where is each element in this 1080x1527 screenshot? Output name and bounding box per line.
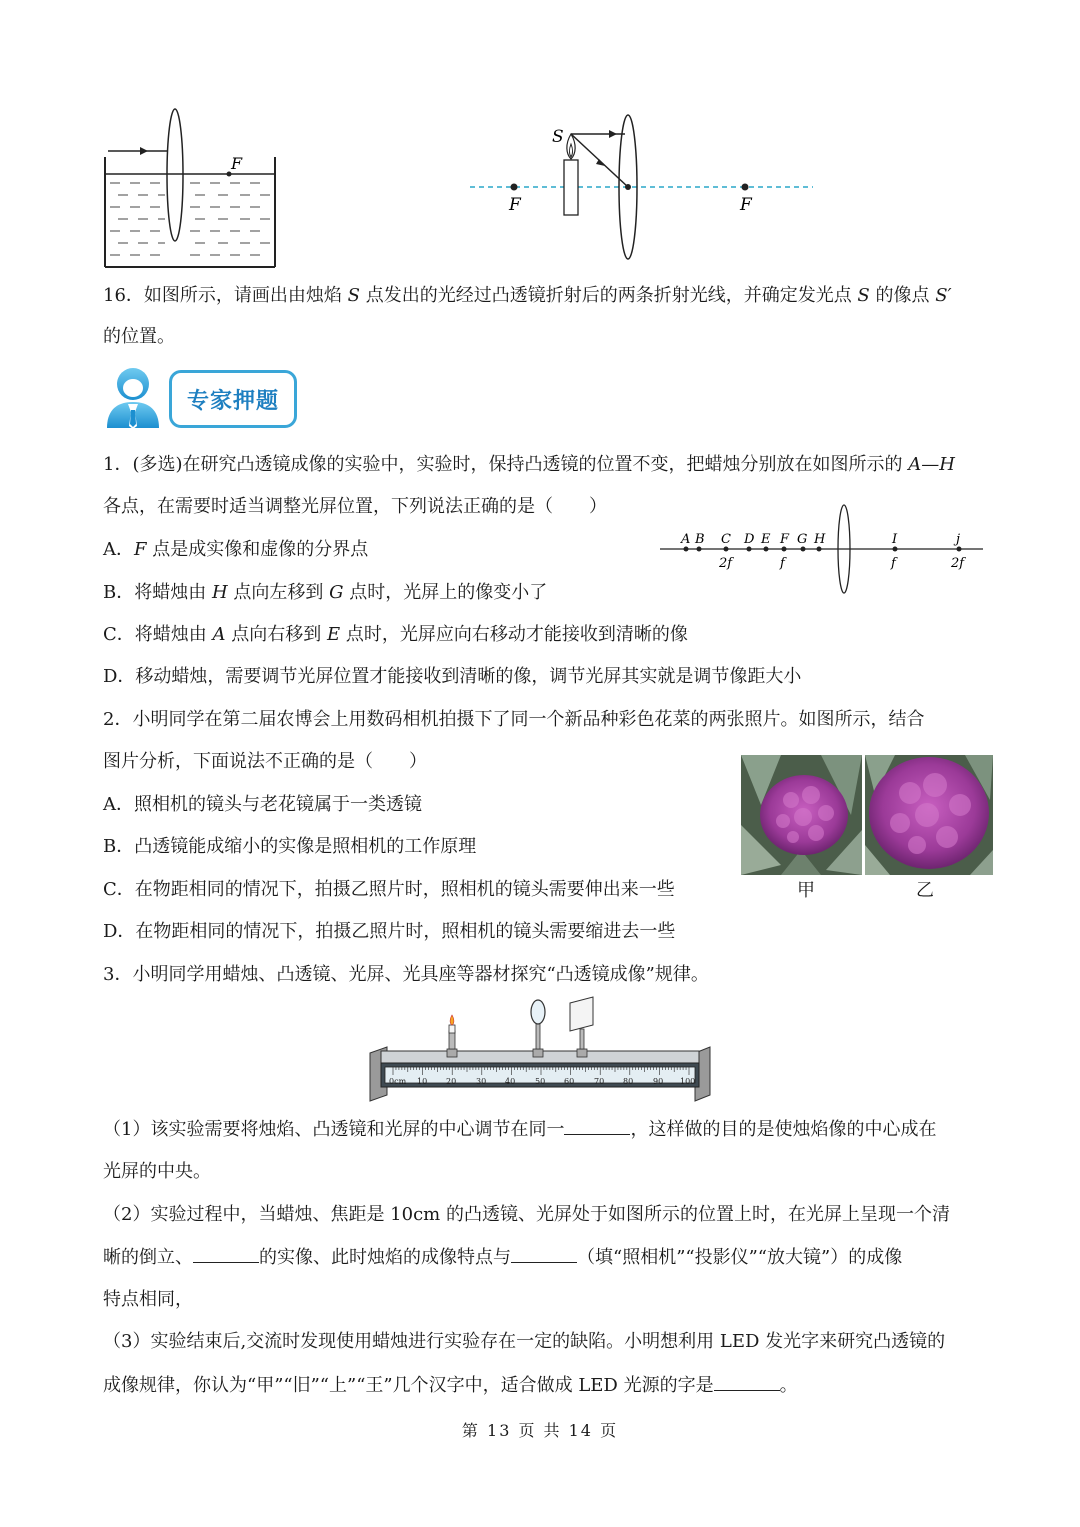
candle-lens-figure (465, 112, 820, 267)
p2-option-d: D．在物距相同的情况下，拍摄乙照片时，照相机的镜头需要缩进去一些 (103, 921, 676, 942)
q16-text: 的像点 (869, 285, 936, 306)
answer-blank[interactable] (564, 1116, 630, 1135)
p3-sub2-line2 (103, 1244, 902, 1271)
bench-tick-label: 60 (564, 1077, 575, 1086)
axis-point-label: F (780, 532, 790, 547)
q16-var: S (857, 285, 870, 306)
p1-var: E (326, 624, 341, 645)
p3-text: （填“照相机”“投影仪”“放大镜”）的成像 (577, 1247, 903, 1268)
answer-blank[interactable] (511, 1244, 577, 1263)
p1-option-d: D．移动蜡烛，需要调节光屏位置才能接收到清晰的像，调节光屏其实就是调节像距大小 (103, 666, 802, 687)
axis-point-label: A (681, 532, 691, 547)
axis-point-label: I (892, 532, 898, 547)
p1-var: H (211, 582, 228, 603)
p2-option-c: C．在物距相同的情况下，拍摄乙照片时，照相机的镜头需要伸出来一些 (103, 879, 675, 900)
p2-stem-line1: 2．小明同学在第二届农博会上用数码相机拍摄下了同一个新品种彩色花菜的两张照片。如图所示，结合 (103, 709, 925, 730)
p1-text: 点向右移到 (225, 624, 327, 645)
answer-blank[interactable] (714, 1372, 780, 1391)
bench-tick-label: 90 (653, 1077, 664, 1086)
bench-candle (447, 1015, 457, 1057)
photo-label-left: 甲 (797, 880, 815, 901)
q16-text: 点发出的光经过凸透镜折射后的两条折射光线，并确定发光点 (359, 285, 858, 306)
axis-point-label: C (721, 532, 731, 547)
bench-tick-label: 50 (535, 1077, 546, 1086)
axis-mark-label: f (780, 556, 785, 571)
bench-tick-label: 0cm (389, 1077, 407, 1086)
bench-screen (570, 997, 593, 1057)
axis-point-label: D (744, 532, 755, 547)
p1-stem-line2: 各点，在需要时适当调整光屏位置，下列说法正确的是（ ） (103, 496, 607, 517)
p3-text: ，这样做的目的是使烛焰像的中心成在 (630, 1119, 937, 1140)
p3-stem: 3．小明同学用蜡烛、凸透镜、光屏、光具座等器材探究“凸透镜成像”规律。 (103, 964, 709, 985)
bench-tick-label: 100 (680, 1077, 696, 1086)
answer-blank[interactable] (193, 1244, 259, 1263)
q16-var: S′ (935, 285, 952, 306)
p1-option-c (103, 622, 688, 648)
bench-tick-label: 70 (594, 1077, 605, 1086)
axis-mark-label: f (891, 556, 896, 571)
p3-sub3-line1: （3）实验结束后,交流时发现使用蜡烛进行实验存在一定的缺陷。小明想利用 LED 发光字来研究凸透镜的 (103, 1331, 946, 1352)
p3-text: （1）该实验需要将烛焰、凸透镜和光屏的中心调节在同一 (103, 1119, 565, 1140)
axis-point-label: B (695, 532, 705, 547)
p1-text: 点时，光屏应向右移动才能接收到清晰的像 (340, 624, 688, 645)
p1-option-b (103, 580, 547, 606)
p3-text: 。 (779, 1375, 798, 1396)
focus-left-label: F (509, 195, 521, 215)
q16-line2: 的位置。 (103, 326, 175, 347)
p1-var: F (134, 539, 147, 560)
axis-mark-label: 2f (719, 556, 733, 571)
bench-tick-label: 20 (446, 1077, 457, 1086)
bench-tick-label: 10 (417, 1077, 428, 1086)
axis-mark-label: 2f (951, 556, 965, 571)
p3-text: 成像规律，你认为“甲”“旧”“上”“王”几个汉字中，适合做成 LED 光源的字是 (103, 1375, 714, 1396)
axis-point-label: j (956, 532, 961, 547)
cauliflower-photo-left (741, 755, 862, 875)
p1-text: 点向左移到 (227, 582, 330, 603)
page-footer: 第 13 页 共 14 页 (461, 1421, 619, 1440)
p3-sub1-line2: 光屏的中央。 (103, 1161, 211, 1182)
p3-sub2-line1: （2）实验过程中，当蜡烛、焦距是 10cm 的凸透镜、光屏处于如图所示的位置上时，在光屏上呈现一个清 (103, 1204, 950, 1225)
p1-text: 点时，光屏上的像变小了 (343, 582, 548, 603)
p2-stem-line2: 图片分析，下面说法不正确的是（ ） (103, 751, 427, 772)
axis-point-label: G (797, 532, 808, 547)
focal-label: F (231, 154, 243, 173)
q16-text: 16．如图所示，请画出由烛焰 (103, 285, 348, 306)
p3-sub1-line1 (103, 1116, 936, 1143)
p3-text: 的实像、此时烛焰的成像特点与 (259, 1247, 511, 1268)
candle (564, 160, 578, 215)
p1-text: C．将蜡烛由 (103, 624, 213, 645)
bench-tick-label: 80 (623, 1077, 634, 1086)
p1-var: A (212, 624, 226, 645)
p2-option-b: B．凸透镜能成缩小的实像是照相机的工作原理 (103, 836, 477, 857)
axis-point-label: H (814, 532, 826, 547)
bench-tick-label: 30 (476, 1077, 487, 1086)
photo-label-right: 乙 (916, 880, 934, 901)
axis-point-label: E (761, 532, 771, 547)
p1-var: A—H (908, 454, 955, 475)
optical-axis-figure (655, 502, 987, 594)
bench-tick-label: 40 (505, 1077, 516, 1086)
expert-badge: 专家押题 (169, 370, 297, 428)
convex-lens (167, 109, 183, 241)
q16-var: S (347, 285, 360, 306)
p3-sub3-line2 (103, 1372, 798, 1399)
p2-option-a: A．照相机的镜头与老花镜属于一类透镜 (103, 794, 422, 815)
p1-stem-line1 (103, 452, 955, 478)
p3-text: 晰的倒立、 (103, 1247, 193, 1268)
bench-lens (531, 1000, 545, 1057)
p1-text: 点是成实像和虚像的分界点 (146, 539, 369, 560)
q16-line1 (103, 283, 952, 309)
optical-bench-figure (365, 995, 715, 1103)
expert-avatar-icon (103, 366, 163, 430)
p1-var: G (329, 582, 344, 603)
water-tank-figure (100, 105, 280, 270)
p3-sub2-line3: 特点相同， (103, 1289, 193, 1310)
source-label: S (552, 127, 564, 147)
p1-text: B．将蜡烛由 (103, 582, 212, 603)
p1-option-a (103, 537, 368, 563)
cauliflower-photo-right (865, 755, 993, 875)
p1-text: 1．(多选)在研究凸透镜成像的实验中，实验时，保持凸透镜的位置不变，把蜡烛分别放在如图所示的 (103, 454, 909, 475)
p1-text: A． (103, 539, 134, 560)
focus-right-label: F (740, 195, 752, 215)
